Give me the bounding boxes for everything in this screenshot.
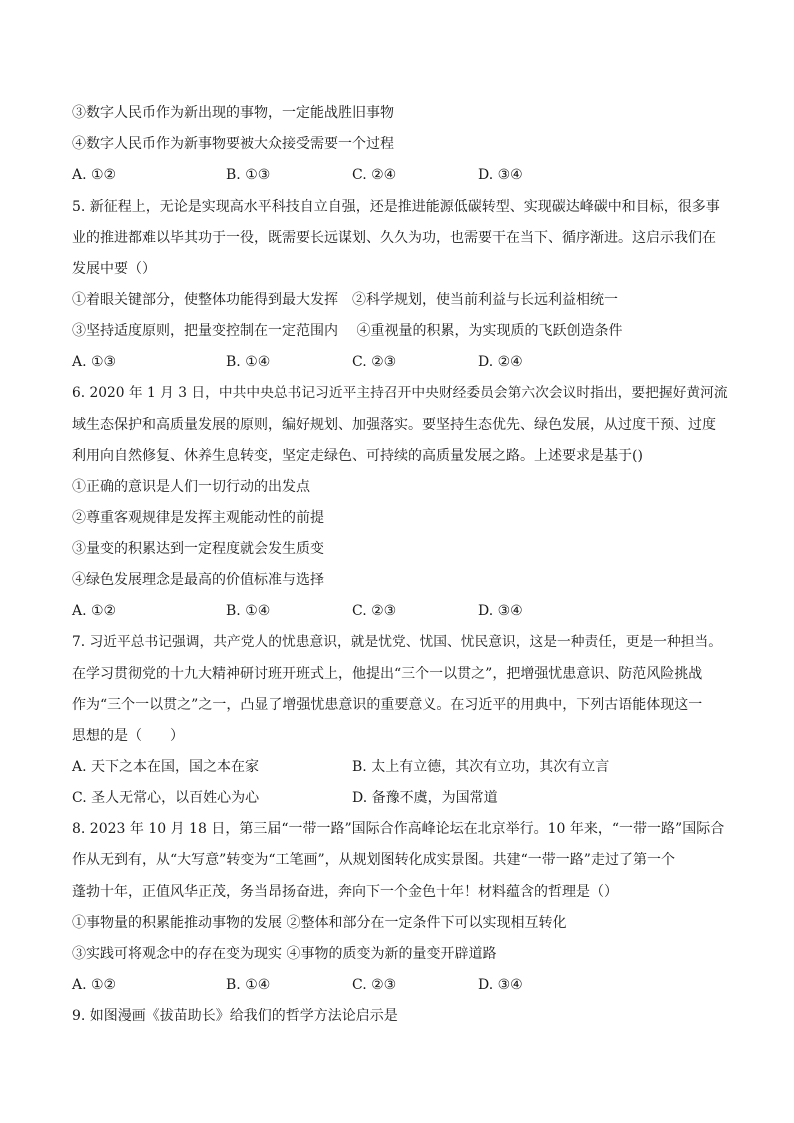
q8-statements-3-4: ③实践可将观念中的存在变为现实 ④事物的质变为新的量变开辟道路 [72,946,497,962]
q9-stem: 9. 如图漫画《拔苗助长》给我们的哲学方法论启示是 [72,1008,398,1024]
q7-option-d: D. 备豫不虞，为国常道 [352,790,498,806]
q8-option-b: B. ①④ [226,977,271,993]
q7-option-b: B. 太上有立德，其次有立功，其次有立言 [352,759,610,775]
q4-options [72,166,732,184]
q8-option-a: A. ①② [72,977,117,993]
q7-stem-line-2: 在学习贯彻党的十九大精神研讨班开班式上，他提出“三个一以贯之”，把增强忧患意识、防范风险挑战 [72,666,703,682]
q7-stem-line-3: 作为“三个一以贯之”之一，凸显了增强忧患意识的重要意义。在习近平的用典中，下列古语能体现这一 [72,697,703,713]
q5-statements-3-4: ③坚持适度原则，把量变控制在一定范围内 ④重视量的积累，为实现质的飞跃创造条件 [72,323,623,339]
q6-statement-2: ②尊重客观规律是发挥主观能动性的前提 [72,510,324,526]
q4-option-a: A. ①② [72,167,117,183]
q6-stem-line-1: 6. 2020 年 1 月 3 日，中共中央总书记习近平主持召开中央财经委员会第六次会议时指出，要把握好黄河流 [72,385,728,401]
q5-stem-line-2: 业的推进都难以毕其功于一役，既需要长远谋划、久久为功，也需要干在当下、循序渐进。这启示我们在 [72,230,716,246]
q6-option-a: A. ①② [72,603,117,619]
q8-statements-1-2: ①事物量的积累能推动事物的发展 ②整体和部分在一定条件下可以实现相互转化 [72,915,567,931]
q5-stem-line-3: 发展中要（） [72,261,156,277]
q6-option-d: D. ③④ [478,603,523,619]
q6-statement-3: ③量变的积累达到一定程度就会发生质变 [72,541,324,557]
q5-stem-line-1: 5. 新征程上，无论是实现高水平科技自立自强，还是推进能源低碳转型、实现碳达峰碳中和目标，很多事 [72,199,720,215]
q5-option-b: B. ①④ [226,354,271,370]
q4-option-d: D. ③④ [478,167,523,183]
q4-statement-3: ③数字人民币作为新出现的事物，一定能战胜旧事物 [72,105,394,121]
q6-statement-1: ①正确的意识是人们一切行动的出发点 [72,479,310,495]
q5-statements-1-2: ①着眼关键部分，使整体功能得到最大发挥 ②科学规划，使当前利益与长远利益相统一 [72,292,618,308]
q6-options [72,602,732,620]
q4-option-b: B. ①③ [226,167,271,183]
q6-option-b: B. ①④ [226,603,271,619]
q6-statement-4: ④绿色发展理念是最高的价值标准与选择 [72,572,324,588]
q7-options-cd [72,789,732,807]
q8-option-c: C. ②③ [352,977,397,993]
q7-option-c: C. 圣人无常心，以百姓心为心 [72,790,260,806]
q6-stem-line-2: 域生态保护和高质量发展的原则，编好规划、加强落实。要坚持生态优先、绿色发展，从过度干预、过度 [72,417,716,433]
q5-option-a: A. ①③ [72,354,117,370]
q6-option-c: C. ②③ [352,603,397,619]
q7-options-ab [72,758,732,776]
q6-stem-line-3: 利用向自然修复、休养生息转变，坚定走绿色、可持续的高质量发展之路。上述要求是基于() [72,448,643,464]
q8-options [72,976,732,994]
q5-options [72,353,732,371]
q5-option-c: C. ②③ [352,354,397,370]
q8-stem-line-2: 作从无到有，从“大写意”转变为“工笔画”，从规划图转化成实景图。共建“一带一路”走过了第一个 [72,852,675,868]
q7-option-a: A. 天下之本在国，国之本在家 [72,759,260,775]
q8-stem-line-1: 8. 2023 年 10 月 18 日，第三届“一带一路”国际合作高峰论坛在北京举行。10 年来，“一带一路”国际合 [72,821,725,837]
q5-option-d: D. ②④ [478,354,523,370]
q8-stem-line-3: 蓬勃十年，正值风华正茂，务当昂扬奋进，奔向下一个金色十年！材料蕴含的哲理是（） [72,884,618,900]
q8-option-d: D. ③④ [478,977,523,993]
q4-option-c: C. ②④ [352,167,397,183]
q7-stem-line-1: 7. 习近平总书记强调，共产党人的忧患意识，就是忧党、忧国、忧民意识，这是一种责任，更是一种担当。 [72,634,722,650]
q4-statement-4: ④数字人民币作为新事物要被大众接受需要一个过程 [72,136,394,152]
q7-stem-line-4: 思想的是（ ） [72,728,184,744]
